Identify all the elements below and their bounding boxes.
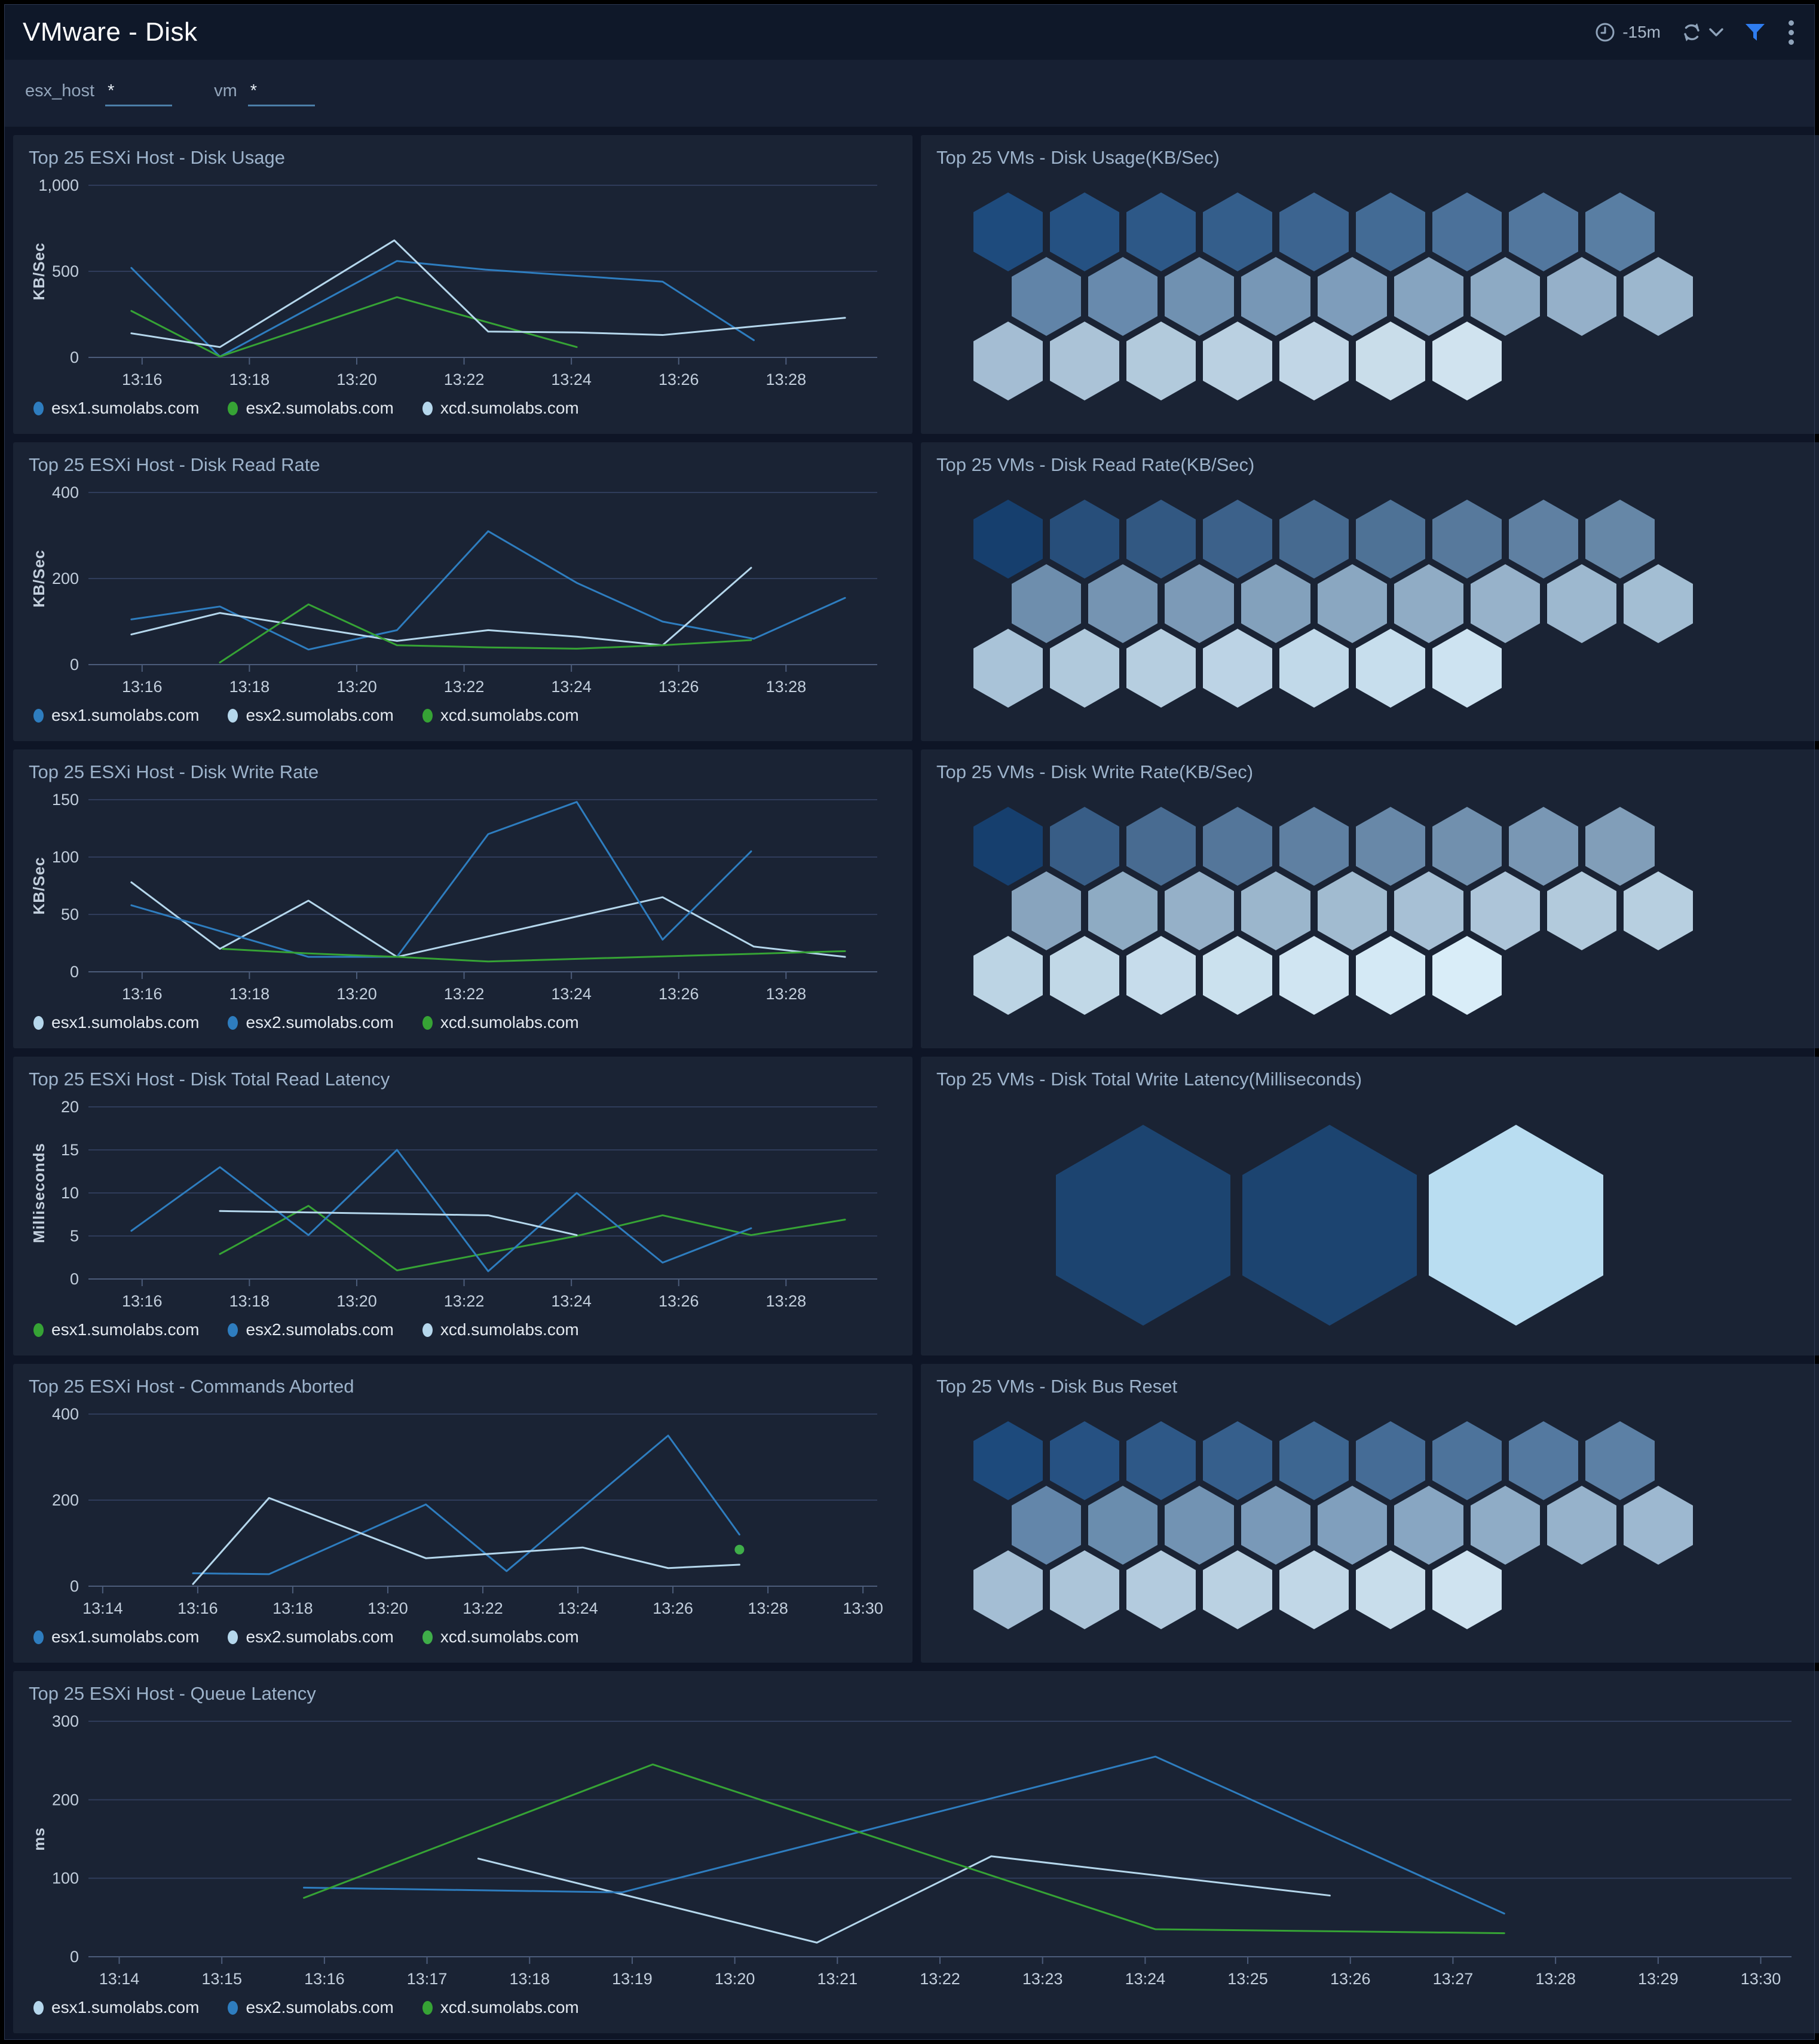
vm-hexagon[interactable]: [973, 807, 1043, 886]
svg-text:13:22: 13:22: [443, 371, 485, 388]
panel-esxi-disk-write-rate: [13, 749, 912, 1048]
svg-text:0: 0: [69, 1948, 79, 1966]
vm-hexagon[interactable]: [1012, 564, 1081, 643]
vm-hexagon[interactable]: [973, 322, 1043, 400]
panel-title: Top 25 VMs - Disk Total Write Latency(Milliseconds): [936, 1069, 1362, 1090]
vm-hexagon[interactable]: [1318, 564, 1387, 643]
legend-label: esx2.sumolabs.com: [246, 706, 394, 724]
vm-hexagon[interactable]: [1050, 1550, 1119, 1629]
svg-text:13:15: 13:15: [201, 1970, 242, 1988]
svg-text:13:24: 13:24: [551, 1292, 592, 1310]
svg-text:13:21: 13:21: [817, 1970, 858, 1988]
vm-hexagon[interactable]: [1356, 807, 1425, 886]
vm-hexagon[interactable]: [1241, 257, 1310, 336]
vm-hexagon[interactable]: [1318, 1486, 1387, 1565]
legend-item[interactable]: [33, 399, 199, 418]
legend-item[interactable]: [228, 1013, 393, 1032]
svg-text:400: 400: [51, 484, 79, 501]
panel-esxi-queue-latency: [13, 1671, 1819, 2033]
svg-text:200: 200: [51, 1791, 79, 1809]
legend-item[interactable]: [228, 399, 393, 418]
vm-hexagon[interactable]: [1279, 1550, 1349, 1629]
legend-dot-icon: [422, 709, 433, 723]
vm-hexagon[interactable]: [1356, 322, 1425, 400]
svg-text:13:26: 13:26: [658, 985, 699, 1003]
vm-hexagon[interactable]: [1429, 1125, 1603, 1326]
panel-title: Top 25 VMs - Disk Read Rate(KB/Sec): [936, 454, 1255, 475]
vm-hexagon[interactable]: [1471, 564, 1540, 643]
svg-text:13:26: 13:26: [1330, 1970, 1371, 1988]
vm-hexagon[interactable]: [1165, 871, 1234, 950]
panel-title: Top 25 ESXi Host - Commands Aborted: [29, 1376, 354, 1397]
svg-text:13:20: 13:20: [336, 985, 377, 1003]
svg-text:13:20: 13:20: [336, 371, 377, 388]
vm-hexagon[interactable]: [1624, 871, 1693, 950]
svg-text:13:28: 13:28: [765, 371, 807, 388]
svg-text:13:25: 13:25: [1227, 1970, 1268, 1988]
vm-hexagon[interactable]: [1279, 192, 1349, 271]
vm-hexagon[interactable]: [1012, 257, 1081, 336]
svg-text:13:28: 13:28: [765, 985, 807, 1003]
line-chart-commands-aborted[interactable]: [29, 1401, 897, 1626]
vm-hexagon[interactable]: [1432, 322, 1502, 400]
svg-text:13:19: 13:19: [612, 1970, 653, 1988]
panel-vms-disk-read-rate: [921, 442, 1819, 741]
legend-item[interactable]: [33, 1013, 199, 1032]
vm-hexagon[interactable]: [1050, 500, 1119, 579]
svg-text:13:24: 13:24: [551, 985, 592, 1003]
panel-grid: [5, 127, 1814, 2017]
chart-legend: [29, 1320, 897, 1339]
svg-text:13:16: 13:16: [122, 985, 163, 1003]
chart-legend: [29, 706, 897, 725]
vm-hexagon[interactable]: [1432, 1421, 1502, 1500]
vm-hexagon[interactable]: [1203, 322, 1272, 400]
vm-hexagon[interactable]: [1356, 936, 1425, 1015]
legend-dot-icon: [33, 2001, 44, 2015]
svg-text:13:18: 13:18: [229, 371, 270, 388]
vm-hexagon[interactable]: [1624, 1486, 1693, 1565]
vm-hexagon[interactable]: [1012, 1486, 1081, 1565]
vm-hexagon[interactable]: [1279, 500, 1349, 579]
svg-text:15: 15: [60, 1141, 79, 1159]
vm-hexagon[interactable]: [1432, 629, 1502, 708]
vm-hexagon[interactable]: [1126, 322, 1196, 400]
svg-text:13:30: 13:30: [1740, 1970, 1781, 1988]
honeycomb-disk-write-rate: [936, 787, 1805, 1026]
clock-icon: [1595, 22, 1615, 42]
svg-text:ms: ms: [30, 1827, 48, 1851]
vm-hexagon[interactable]: [1509, 192, 1578, 271]
vm-hexagon[interactable]: [1203, 1421, 1272, 1500]
legend-dot-icon: [33, 1323, 44, 1337]
vm-hexagon[interactable]: [1585, 500, 1655, 579]
legend-label: esx1.sumolabs.com: [51, 399, 200, 417]
esx-host-label: esx_host: [25, 81, 95, 100]
vm-hexagon[interactable]: [973, 192, 1043, 271]
legend-dot-icon: [228, 1323, 238, 1337]
svg-text:13:30: 13:30: [843, 1599, 883, 1617]
svg-text:13:14: 13:14: [99, 1970, 140, 1988]
vm-hexagon[interactable]: [1088, 564, 1157, 643]
vm-hexagon[interactable]: [1432, 936, 1502, 1015]
legend-item[interactable]: [228, 706, 393, 725]
vm-hexagon[interactable]: [1088, 871, 1157, 950]
legend-item[interactable]: [422, 1013, 579, 1032]
filter-bar: [5, 60, 1814, 127]
vm-hexagon[interactable]: [1547, 257, 1616, 336]
vm-hexagon[interactable]: [1203, 936, 1272, 1015]
vm-hexagon[interactable]: [1356, 1421, 1425, 1500]
legend-dot-icon: [33, 1630, 44, 1644]
legend-dot-icon: [422, 402, 433, 415]
legend-dot-icon: [422, 1323, 433, 1337]
vm-hexagon[interactable]: [1241, 564, 1310, 643]
legend-dot-icon: [228, 2001, 238, 2015]
svg-text:13:16: 13:16: [177, 1599, 218, 1617]
legend-item[interactable]: [33, 1627, 199, 1647]
svg-text:13:28: 13:28: [765, 1292, 807, 1310]
panel-title: Top 25 VMs - Disk Usage(KB/Sec): [936, 147, 1220, 168]
vm-hexagon[interactable]: [1050, 1421, 1119, 1500]
vm-hexagon[interactable]: [1050, 936, 1119, 1015]
panel-title: Top 25 ESXi Host - Disk Read Rate: [29, 454, 320, 475]
dashboard-header: [5, 5, 1814, 60]
vm-hexagon[interactable]: [1394, 257, 1463, 336]
vm-hexagon[interactable]: [1509, 500, 1578, 579]
legend-item[interactable]: [422, 399, 579, 418]
panel-title: Top 25 ESXi Host - Disk Total Read Latency: [29, 1069, 390, 1090]
vm-hexagon[interactable]: [1050, 629, 1119, 708]
legend-dot-icon: [228, 1016, 238, 1030]
vm-hexagon[interactable]: [1088, 257, 1157, 336]
vm-hexagon[interactable]: [1165, 564, 1234, 643]
svg-text:13:22: 13:22: [443, 985, 485, 1003]
legend-label: xcd.sumolabs.com: [440, 1998, 579, 2017]
svg-text:5: 5: [69, 1227, 79, 1245]
vm-hexagon[interactable]: [1509, 1421, 1578, 1500]
vm-hexagon[interactable]: [1050, 807, 1119, 886]
vm-hexagon[interactable]: [1432, 807, 1502, 886]
vm-hexagon[interactable]: [1088, 1486, 1157, 1565]
vm-hexagon[interactable]: [1126, 1550, 1196, 1629]
legend-item[interactable]: [422, 1998, 579, 2017]
svg-text:0: 0: [69, 963, 79, 981]
legend-item[interactable]: [33, 1320, 199, 1339]
svg-text:13:22: 13:22: [463, 1599, 503, 1617]
svg-text:KB/Sec: KB/Sec: [30, 242, 48, 301]
svg-text:13:28: 13:28: [1535, 1970, 1576, 1988]
svg-text:0: 0: [69, 656, 79, 674]
svg-text:13:17: 13:17: [406, 1970, 448, 1988]
vm-hexagon[interactable]: [1279, 629, 1349, 708]
legend-label: esx2.sumolabs.com: [246, 1013, 394, 1032]
vm-hexagon[interactable]: [1203, 1550, 1272, 1629]
legend-item[interactable]: [228, 1998, 393, 2017]
legend-label: xcd.sumolabs.com: [440, 1320, 579, 1339]
vm-hexagon[interactable]: [1394, 564, 1463, 643]
svg-text:13:18: 13:18: [229, 678, 270, 696]
svg-text:100: 100: [51, 1869, 79, 1887]
legend-dot-icon: [228, 402, 238, 415]
svg-text:13:16: 13:16: [122, 1292, 163, 1310]
legend-label: xcd.sumolabs.com: [440, 1627, 579, 1646]
vm-hexagon[interactable]: [1279, 322, 1349, 400]
svg-text:500: 500: [51, 262, 79, 280]
legend-item[interactable]: [33, 706, 199, 725]
svg-text:13:22: 13:22: [443, 1292, 485, 1310]
vm-hexagon[interactable]: [1509, 807, 1578, 886]
svg-text:13:22: 13:22: [443, 678, 485, 696]
svg-text:13:16: 13:16: [122, 678, 163, 696]
svg-text:1,000: 1,000: [38, 176, 79, 194]
line-chart-read-latency[interactable]: [29, 1094, 897, 1319]
svg-text:400: 400: [51, 1405, 79, 1423]
panel-esxi-disk-read-rate: [13, 442, 912, 741]
legend-dot-icon: [33, 709, 44, 723]
vm-label: vm: [214, 81, 237, 100]
legend-label: xcd.sumolabs.com: [440, 1013, 579, 1032]
svg-text:13:28: 13:28: [765, 678, 807, 696]
vm-hexagon[interactable]: [1318, 257, 1387, 336]
svg-text:10: 10: [60, 1184, 79, 1202]
panel-vms-write-latency: [921, 1057, 1819, 1355]
vm-hexagon[interactable]: [1432, 192, 1502, 271]
vm-hexagon[interactable]: [1012, 871, 1081, 950]
svg-text:50: 50: [60, 905, 79, 923]
svg-text:13:28: 13:28: [748, 1599, 788, 1617]
vm-hexagon[interactable]: [1547, 1486, 1616, 1565]
vm-hexagon[interactable]: [1165, 257, 1234, 336]
legend-label: esx1.sumolabs.com: [51, 706, 200, 724]
vm-hexagon[interactable]: [1471, 1486, 1540, 1565]
svg-text:300: 300: [51, 1712, 79, 1730]
svg-text:13:20: 13:20: [368, 1599, 408, 1617]
legend-item[interactable]: [228, 1320, 393, 1339]
panel-title: Top 25 ESXi Host - Disk Usage: [29, 147, 286, 168]
vm-hexagon[interactable]: [1203, 192, 1272, 271]
legend-label: esx1.sumolabs.com: [51, 1998, 200, 2017]
svg-text:13:18: 13:18: [229, 1292, 270, 1310]
svg-text:0: 0: [69, 1270, 79, 1288]
vm-hexagon[interactable]: [1126, 500, 1196, 579]
panel-esxi-disk-usage: [13, 135, 912, 434]
panel-esxi-commands-aborted: [13, 1364, 912, 1663]
vm-hexagon[interactable]: [973, 1421, 1043, 1500]
kebab-menu-icon[interactable]: [1786, 18, 1796, 47]
svg-text:13:26: 13:26: [658, 678, 699, 696]
line-chart-disk-read-rate[interactable]: [29, 479, 897, 705]
vm-hexagon[interactable]: [1203, 500, 1272, 579]
vm-hexagon[interactable]: [1050, 322, 1119, 400]
svg-text:13:18: 13:18: [509, 1970, 550, 1988]
legend-label: esx2.sumolabs.com: [246, 1627, 394, 1646]
svg-text:13:22: 13:22: [920, 1970, 960, 1988]
panel-vms-disk-write-rate: [921, 749, 1819, 1048]
vm-hexagon[interactable]: [1242, 1125, 1417, 1326]
svg-text:13:23: 13:23: [1022, 1970, 1063, 1988]
svg-text:13:24: 13:24: [558, 1599, 598, 1617]
vm-hexagon[interactable]: [1471, 257, 1540, 336]
vm-hexagon[interactable]: [1126, 629, 1196, 708]
vm-hexagon[interactable]: [1394, 1486, 1463, 1565]
vm-hexagon[interactable]: [1126, 1421, 1196, 1500]
refresh-icon[interactable]: [1681, 22, 1702, 43]
vm-hexagon[interactable]: [1356, 1550, 1425, 1629]
svg-text:100: 100: [51, 848, 79, 866]
vm-hexagon[interactable]: [1432, 1550, 1502, 1629]
vm-hexagon[interactable]: [1624, 257, 1693, 336]
vm-hexagon[interactable]: [973, 500, 1043, 579]
svg-text:13:26: 13:26: [653, 1599, 693, 1617]
line-chart-queue-latency[interactable]: [29, 1708, 1805, 1997]
vm-hexagon[interactable]: [1547, 871, 1616, 950]
svg-text:13:18: 13:18: [229, 985, 270, 1003]
svg-text:0: 0: [69, 1577, 79, 1595]
legend-item[interactable]: [422, 706, 579, 725]
vm-hexagon[interactable]: [1471, 871, 1540, 950]
chart-legend: [29, 1013, 897, 1032]
svg-text:0: 0: [69, 348, 79, 366]
vm-hexagon[interactable]: [1126, 807, 1196, 886]
legend-label: esx1.sumolabs.com: [51, 1013, 200, 1032]
vm-hexagon[interactable]: [1318, 871, 1387, 950]
vm-hexagon[interactable]: [973, 936, 1043, 1015]
svg-text:13:24: 13:24: [551, 371, 592, 388]
vm-hexagon[interactable]: [1585, 1421, 1655, 1500]
legend-item[interactable]: [422, 1320, 579, 1339]
svg-text:KB/Sec: KB/Sec: [30, 549, 48, 608]
legend-label: esx2.sumolabs.com: [246, 1320, 394, 1339]
vm-hexagon[interactable]: [1279, 807, 1349, 886]
esx-host-input[interactable]: [105, 80, 172, 106]
legend-dot-icon: [422, 1016, 433, 1030]
vm-hexagon[interactable]: [1585, 807, 1655, 886]
chart-legend: [29, 399, 897, 418]
vm-hexagon[interactable]: [973, 1550, 1043, 1629]
svg-text:150: 150: [51, 791, 79, 809]
svg-text:200: 200: [51, 570, 79, 588]
dashboard: [5, 5, 1814, 2039]
vm-hexagon[interactable]: [1279, 1421, 1349, 1500]
legend-label: xcd.sumolabs.com: [440, 399, 579, 417]
vm-hexagon[interactable]: [973, 629, 1043, 708]
panel-title: Top 25 VMs - Disk Write Rate(KB/Sec): [936, 761, 1254, 782]
honeycomb-write-latency: [936, 1094, 1805, 1333]
line-chart-disk-usage[interactable]: [29, 172, 897, 397]
honeycomb-disk-bus-reset: [936, 1401, 1805, 1640]
svg-text:KB/Sec: KB/Sec: [30, 856, 48, 915]
legend-label: esx1.sumolabs.com: [51, 1627, 200, 1646]
vm-hexagon[interactable]: [1394, 871, 1463, 950]
legend-dot-icon: [33, 402, 44, 415]
vm-hexagon[interactable]: [1165, 1486, 1234, 1565]
vm-hexagon[interactable]: [1203, 807, 1272, 886]
vm-hexagon[interactable]: [1356, 500, 1425, 579]
vm-hexagon[interactable]: [1356, 629, 1425, 708]
panel-title: Top 25 ESXi Host - Queue Latency: [29, 1683, 316, 1704]
svg-text:13:24: 13:24: [551, 678, 592, 696]
svg-text:Milliseconds: Milliseconds: [30, 1142, 48, 1244]
svg-text:13:26: 13:26: [658, 1292, 699, 1310]
time-range-button[interactable]: [1595, 22, 1661, 42]
svg-text:13:20: 13:20: [336, 1292, 377, 1310]
vm-hexagon[interactable]: [1585, 192, 1655, 271]
honeycomb-disk-read-rate: [936, 479, 1805, 718]
svg-text:13:20: 13:20: [714, 1970, 755, 1988]
legend-dot-icon: [228, 1630, 238, 1644]
legend-item[interactable]: [33, 1998, 199, 2017]
vm-hexagon[interactable]: [1056, 1125, 1230, 1326]
legend-item[interactable]: [422, 1627, 579, 1647]
filter-esx-host: [25, 80, 172, 106]
chart-legend: [29, 1627, 897, 1647]
honeycomb-disk-usage: [936, 172, 1805, 411]
svg-text:13:29: 13:29: [1638, 1970, 1679, 1988]
vm-hexagon[interactable]: [1624, 564, 1693, 643]
legend-label: esx2.sumolabs.com: [246, 399, 394, 417]
vm-hexagon[interactable]: [1241, 1486, 1310, 1565]
panel-title: Top 25 VMs - Disk Bus Reset: [936, 1376, 1178, 1397]
vm-hexagon[interactable]: [1279, 936, 1349, 1015]
vm-input[interactable]: [248, 80, 315, 106]
svg-text:13:20: 13:20: [336, 678, 377, 696]
svg-text:13:24: 13:24: [1125, 1970, 1166, 1988]
filter-icon[interactable]: [1744, 22, 1766, 43]
vm-hexagon[interactable]: [1203, 629, 1272, 708]
svg-text:13:16: 13:16: [122, 371, 163, 388]
vm-hexagon[interactable]: [1126, 192, 1196, 271]
svg-text:13:14: 13:14: [82, 1599, 123, 1617]
filter-vm: [214, 80, 315, 106]
line-chart-disk-write-rate[interactable]: [29, 787, 897, 1012]
svg-text:13:26: 13:26: [658, 371, 699, 388]
header-controls: [1595, 18, 1796, 47]
svg-text:200: 200: [51, 1491, 79, 1509]
legend-label: xcd.sumolabs.com: [440, 706, 579, 724]
svg-text:20: 20: [60, 1098, 79, 1116]
legend-item[interactable]: [228, 1627, 393, 1647]
legend-label: esx2.sumolabs.com: [246, 1998, 394, 2017]
legend-label: esx1.sumolabs.com: [51, 1320, 200, 1339]
time-range-value: -15m: [1622, 23, 1661, 41]
page-title: VMware - Disk: [23, 17, 198, 47]
legend-dot-icon: [422, 2001, 433, 2015]
svg-text:13:16: 13:16: [304, 1970, 345, 1988]
vm-hexagon[interactable]: [1547, 564, 1616, 643]
legend-dot-icon: [228, 709, 238, 723]
vm-hexagon[interactable]: [1432, 500, 1502, 579]
chart-legend: [29, 1998, 1805, 2017]
panel-vms-disk-usage: [921, 135, 1819, 434]
panel-title: Top 25 ESXi Host - Disk Write Rate: [29, 761, 319, 782]
chevron-down-icon[interactable]: [1708, 27, 1724, 38]
panel-esxi-read-latency: [13, 1057, 912, 1355]
vm-hexagon[interactable]: [1050, 192, 1119, 271]
svg-text:13:27: 13:27: [1432, 1970, 1474, 1988]
panel-vms-disk-bus-reset: [921, 1364, 1819, 1663]
legend-dot-icon: [33, 1016, 44, 1030]
vm-hexagon[interactable]: [1356, 192, 1425, 271]
vm-hexagon[interactable]: [1126, 936, 1196, 1015]
svg-text:13:18: 13:18: [272, 1599, 313, 1617]
vm-hexagon[interactable]: [1241, 871, 1310, 950]
legend-dot-icon: [422, 1630, 433, 1644]
